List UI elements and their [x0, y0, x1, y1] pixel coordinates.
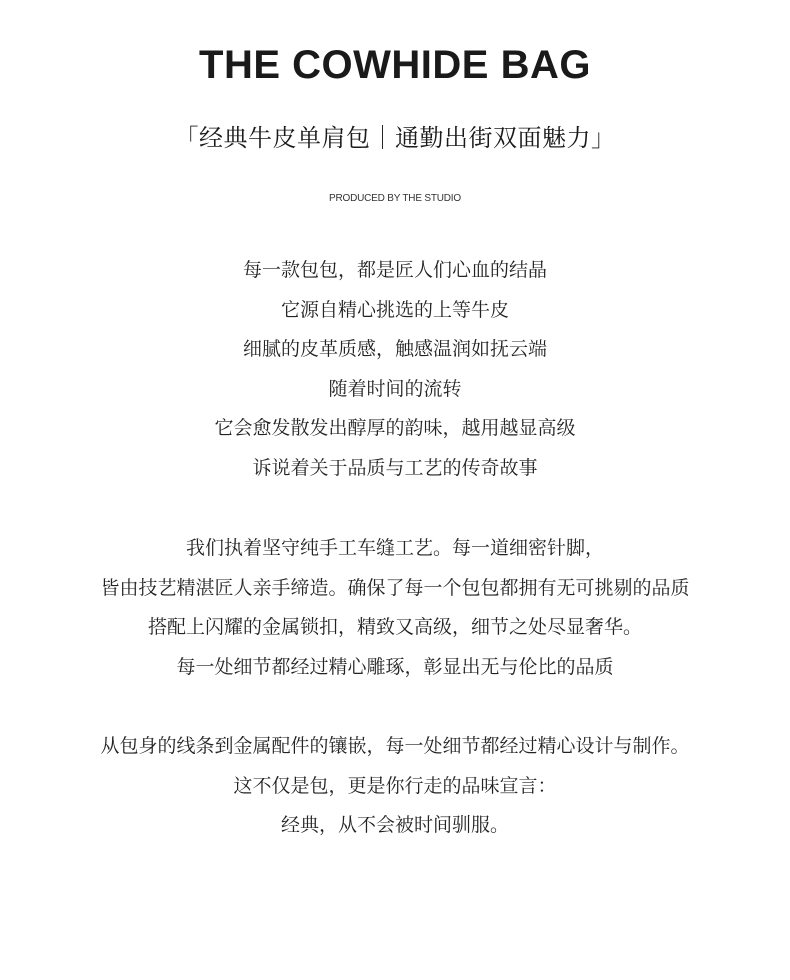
paragraph-line: 它会愈发散发出醇厚的韵味，越用越显高级: [214, 417, 576, 440]
page-title: THE COWHIDE BAG: [199, 43, 591, 87]
paragraph-line: 诉说着关于品质与工艺的传奇故事: [252, 456, 538, 479]
paragraph-line: 随着时间的流转: [328, 377, 462, 400]
paragraph-line: 这不仅是包，更是你行走的品味宣言：: [233, 774, 557, 797]
paragraph-craftsmanship: [0, 529, 790, 687]
paragraph-line: 细腻的皮革质感，触感温润如抚云端: [242, 338, 547, 361]
page-subtitle: 「经典牛皮单肩包｜通勤出街双面魅力」: [174, 124, 616, 152]
paragraph-line: 从包身的线条到金属配件的镶嵌，每一处细节都经过精心设计与制作。: [100, 735, 690, 757]
paragraph-line: 皆由技艺精湛匠人亲手缔造。确保了每一个包包都拥有无可挑剔的品质: [100, 576, 690, 599]
paragraph-line: 搭配上闪耀的金属锁扣，精致又高级，细节之处尽显奢华。: [147, 616, 642, 639]
paragraph-statement: [0, 727, 790, 846]
credit-line: PRODUCED BY THE STUDIO: [329, 193, 461, 204]
paragraph-line: 我们执着坚守纯手工车缝工艺。每一道细密针脚，: [185, 537, 604, 559]
paragraph-line: 每一处细节都经过精心雕琢，彰显出无与伦比的品质: [176, 655, 614, 678]
paragraph-line: 经典，从不会被时间驯服。: [280, 814, 509, 837]
paragraph-leather-intro: [0, 251, 790, 489]
paragraph-line: 它源自精心挑选的上等牛皮: [280, 298, 509, 321]
paragraph-line: 每一款包包，都是匠人们心血的结晶: [242, 259, 547, 281]
